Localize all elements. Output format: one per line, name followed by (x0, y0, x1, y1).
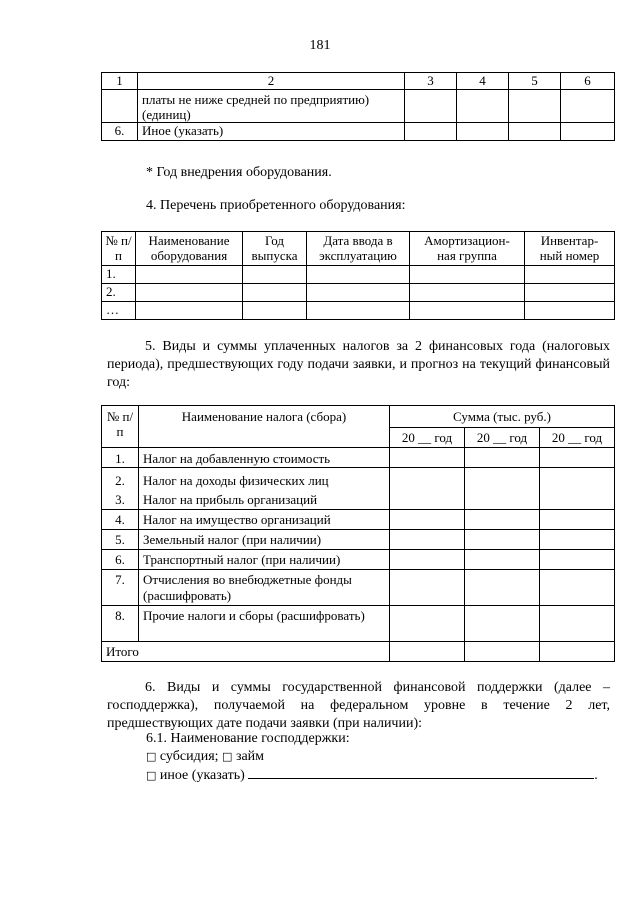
row-text: Транспортный налог (при наличии) (139, 550, 390, 570)
table-taxes (101, 405, 615, 662)
footnote: * Год внедрения оборудования. (146, 165, 332, 180)
table-header-row (102, 232, 615, 266)
header-cell: Наименование налога (сбора) (139, 406, 390, 448)
header-cell: 1 (102, 73, 138, 90)
row-number: 4. (102, 510, 139, 530)
option-loan-label: займ (235, 749, 265, 764)
row-number: 2. (115, 473, 125, 488)
table-row (102, 448, 615, 468)
header-cell: Дата ввода в эксплуатацию (307, 232, 410, 266)
table-row (102, 510, 615, 530)
table-row (102, 606, 615, 642)
row-text: Налог на имущество организаций (139, 510, 390, 530)
other-fill-line[interactable] (248, 766, 594, 779)
row-number: … (102, 302, 136, 320)
row-number: 1. (102, 266, 136, 284)
table-row (102, 468, 615, 510)
option-subsidy-label: субсидия; (159, 749, 219, 764)
row-number: 7. (102, 570, 139, 606)
year-cell: 20 __ год (390, 428, 465, 448)
header-cell: № п/п (102, 406, 139, 448)
table-row (102, 123, 615, 141)
table-row (102, 302, 615, 320)
header-cell: 2 (138, 73, 405, 90)
table-row (102, 550, 615, 570)
header-cell: Инвентар-ный номер (525, 232, 615, 266)
table-row (102, 530, 615, 550)
period: . (594, 768, 598, 783)
header-cell: 3 (405, 73, 457, 90)
table-header-row (102, 73, 615, 90)
year-cell: 20 __ год (465, 428, 540, 448)
table-row (102, 570, 615, 606)
row-text: Прочие налоги и сборы (расшифровать) (139, 606, 390, 642)
table-total-row (102, 642, 615, 662)
row-number: 6. (102, 550, 139, 570)
row-text: Налог на добавленную стоимость (139, 448, 390, 468)
header-cell: 5 (509, 73, 561, 90)
header-cell: 6 (561, 73, 615, 90)
header-cell: Год выпуска (243, 232, 307, 266)
section-5-text: 5. Виды и суммы уплаченных налогов за 2 финансовых года (налоговых периода), предшествующих году подачи заявки, и прогноз на текущий финансовый год: (107, 339, 610, 390)
table-row (102, 90, 615, 123)
section-6-text: 6. Виды и суммы государственной финансовой поддержки (далее – господдержка), получаемой на федеральном уровне в течение 2 лет, предшествующих дате подачи заявки (при наличии): (107, 680, 610, 731)
row-number: 6. (102, 123, 138, 141)
row-text: Отчисления во внебюджетные фонды (расшифровать) (139, 570, 390, 606)
row-text: Налог на прибыль организаций (143, 492, 318, 507)
row-number: 5. (102, 530, 139, 550)
row-number: 1. (102, 448, 139, 468)
header-cell: Амортизацион-ная группа (410, 232, 525, 266)
table-row (102, 266, 615, 284)
row-text-group (139, 468, 390, 510)
row-text: платы не ниже средней по предприятию) (единиц) (138, 90, 405, 123)
header-cell: Сумма (тыс. руб.) (390, 406, 615, 428)
year-cell: 20 __ год (540, 428, 615, 448)
row-number-group (102, 468, 139, 510)
total-label: Итого (102, 642, 390, 662)
page-number: 181 (309, 38, 331, 53)
section-6-1-title: 6.1. Наименование господдержки: (146, 731, 350, 746)
table-row (102, 284, 615, 302)
table-criteria (101, 72, 615, 141)
table-equipment (101, 231, 615, 320)
options-line-1 (146, 748, 264, 766)
row-number: 8. (102, 606, 139, 642)
section-4-title: 4. Перечень приобретенного оборудования: (146, 198, 406, 213)
option-other-label: иное (указать) (159, 768, 245, 783)
checkbox-subsidy[interactable]: □ (146, 750, 157, 763)
checkbox-loan[interactable]: □ (222, 750, 233, 763)
row-text: Иное (указать) (138, 123, 405, 141)
row-text: Земельный налог (при наличии) (139, 530, 390, 550)
row-text: Налог на доходы физических лиц (143, 473, 329, 488)
header-cell: № п/п (102, 232, 136, 266)
table-header-row (102, 406, 615, 428)
header-cell: 4 (457, 73, 509, 90)
row-number: 3. (115, 492, 125, 507)
checkbox-other[interactable]: □ (146, 769, 157, 782)
header-cell: Наименование оборудования (136, 232, 243, 266)
row-number: 2. (102, 284, 136, 302)
options-line-2 (146, 766, 598, 785)
